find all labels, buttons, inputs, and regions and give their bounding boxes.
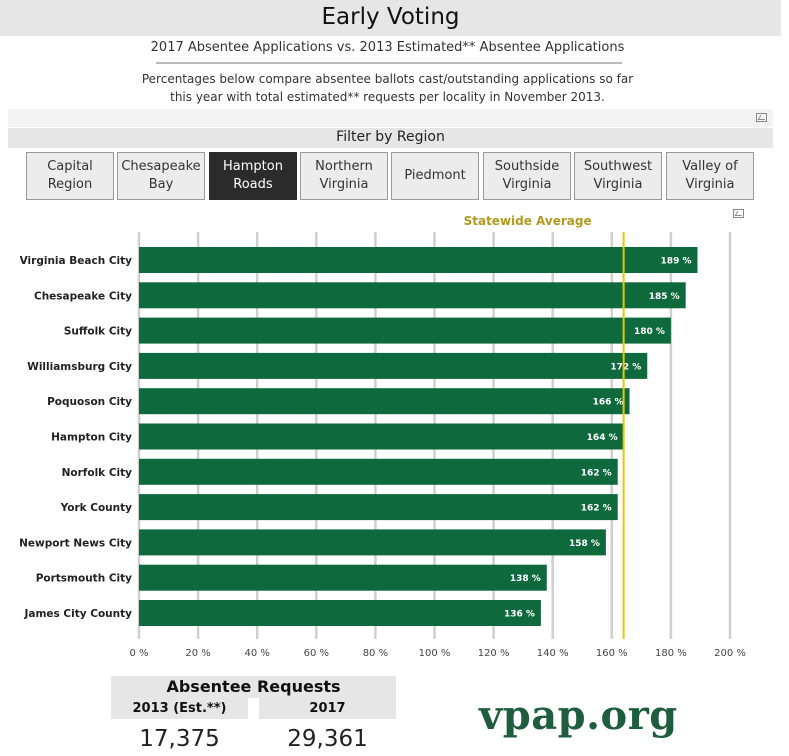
bar xyxy=(139,565,547,591)
region-label-line-1: Capital xyxy=(47,159,93,174)
category-label: Newport News City xyxy=(19,537,132,550)
category-label: Portsmouth City xyxy=(35,572,132,585)
data-label: 162 % xyxy=(580,503,612,514)
region-button-northern-virginia[interactable] xyxy=(300,152,388,200)
data-label: 138 % xyxy=(509,574,541,585)
x-tick-label: 160 % xyxy=(595,648,628,659)
data-label: 158 % xyxy=(568,538,600,549)
region-button-label xyxy=(315,158,373,194)
region-button-label xyxy=(121,158,200,194)
region-button-label xyxy=(495,158,559,194)
description-line-1: Percentages below compare absentee ballots cast/outstanding applications so far xyxy=(141,72,634,86)
category-label: Norfolk City xyxy=(61,466,132,479)
subtitle-divider xyxy=(156,62,622,64)
x-tick-label: 40 % xyxy=(244,648,270,659)
bar xyxy=(139,282,686,308)
category-label: Virginia Beach City xyxy=(19,255,132,267)
region-label-line-1: Southwest xyxy=(583,159,653,174)
region-button-chesapeake-bay[interactable] xyxy=(117,152,205,200)
requests-2017-value: 29,361 xyxy=(287,726,368,752)
region-button-label xyxy=(47,158,93,194)
region-label-line-2: Virginia xyxy=(502,177,552,192)
x-tick-label: 140 % xyxy=(536,648,569,659)
data-label: 136 % xyxy=(503,609,535,620)
x-tick-label: 100 % xyxy=(418,648,451,659)
description-line-2: this year with total estimated** requests per locality in November 2013. xyxy=(170,90,605,104)
filter-label: Filter by Region xyxy=(336,129,445,145)
statewide-average-label: Statewide Average xyxy=(463,214,592,228)
focus-mode-icon[interactable] xyxy=(756,113,767,122)
x-tick-label: 80 % xyxy=(362,648,389,659)
region-label-line-2: Roads xyxy=(233,177,273,192)
x-tick-label: 0 % xyxy=(129,648,149,659)
region-button-valley-of-virginia[interactable] xyxy=(666,152,754,200)
region-button-southside-virginia[interactable] xyxy=(483,152,571,200)
region-label-line-1: Hampton xyxy=(223,159,283,174)
bar xyxy=(139,529,606,555)
region-button-label xyxy=(682,158,737,194)
description xyxy=(0,70,775,106)
data-label: 164 % xyxy=(586,433,618,443)
region-label-line-2: Virginia xyxy=(685,177,735,192)
vpap-logo: vpap.org xyxy=(479,692,678,739)
page-subtitle: 2017 Absentee Applications vs. 2013 Estimated** Absentee Applications xyxy=(150,40,625,55)
region-button-label xyxy=(584,158,652,194)
x-tick-label: 200 % xyxy=(714,648,746,659)
region-label-line-1: Chesapeake xyxy=(121,159,201,174)
region-label-line-1: Southside xyxy=(494,159,560,174)
data-label: 162 % xyxy=(580,468,612,479)
category-label: York County xyxy=(60,502,132,515)
category-label: Williamsburg City xyxy=(27,360,132,373)
region-button-southwest-virginia[interactable] xyxy=(574,152,662,200)
category-label: Suffolk City xyxy=(63,325,132,338)
region-label-line-1: Valley of xyxy=(682,159,738,174)
category-label: Poquoson City xyxy=(47,396,132,409)
requests-2013-value: 17,375 xyxy=(139,726,220,752)
region-label-line-2: Bay xyxy=(148,177,174,192)
region-button-hampton-roads[interactable] xyxy=(209,152,297,200)
region-button-label xyxy=(223,158,283,194)
x-tick-label: 180 % xyxy=(655,648,687,659)
requests-2017-label: 2017 xyxy=(259,698,396,719)
region-label-line-1: Northern xyxy=(315,159,373,174)
bar xyxy=(139,424,624,450)
region-button-label xyxy=(404,167,465,185)
bar xyxy=(139,353,647,379)
region-button-piedmont[interactable] xyxy=(391,152,479,200)
region-label-line-2: Virginia xyxy=(319,177,369,192)
x-tick-label: 20 % xyxy=(185,648,211,659)
data-label: 185 % xyxy=(648,291,680,302)
bar xyxy=(139,388,630,414)
region-button-capital-region[interactable] xyxy=(26,152,114,200)
visual-header-strip xyxy=(8,109,773,127)
data-label: 180 % xyxy=(633,327,665,338)
data-label: 166 % xyxy=(592,397,624,408)
data-label: 189 % xyxy=(660,256,692,267)
requests-title: Absentee Requests xyxy=(111,676,396,698)
bar xyxy=(139,318,671,344)
category-label: Hampton City xyxy=(51,431,132,444)
region-label-line-2: Region xyxy=(47,177,93,192)
requests-2013-label: 2013 (Est.**) xyxy=(111,698,248,719)
page-title: Early Voting xyxy=(321,4,460,30)
x-tick-label: 60 % xyxy=(303,648,330,659)
x-tick-label: 120 % xyxy=(477,648,510,659)
bar-chart xyxy=(0,205,789,667)
region-label-line-2: Virginia xyxy=(593,177,643,192)
bar xyxy=(139,600,541,626)
region-label-line-1: Piedmont xyxy=(404,168,466,183)
data-label: 172 % xyxy=(610,362,642,373)
bar xyxy=(139,459,618,485)
bar xyxy=(139,247,697,273)
category-label: James City County xyxy=(24,608,132,620)
bar xyxy=(139,494,618,520)
category-label: Chesapeake City xyxy=(33,290,132,303)
